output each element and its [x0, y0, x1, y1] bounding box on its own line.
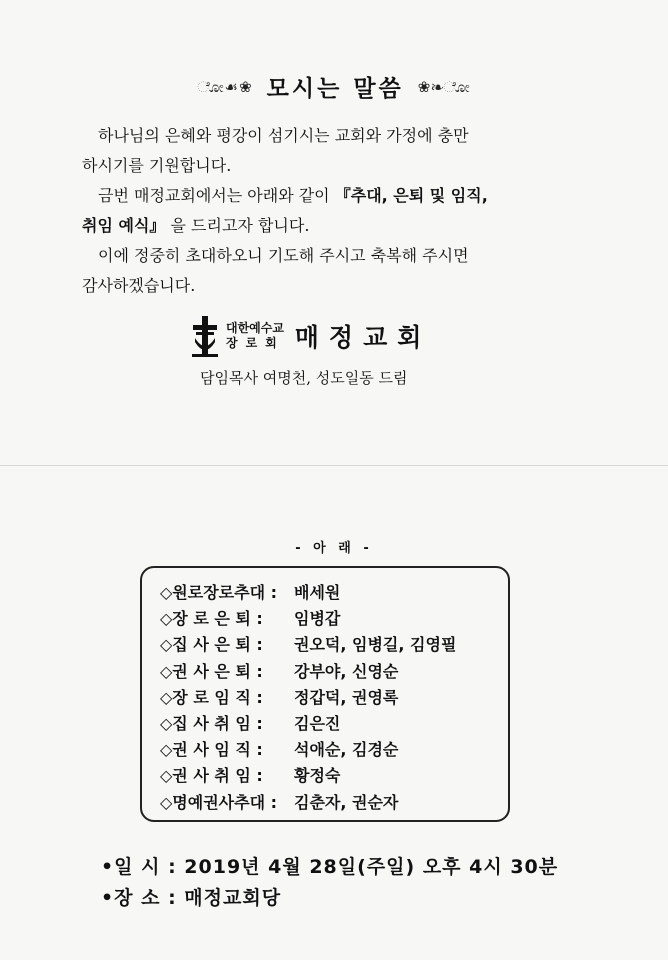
- ceremony-name-part1: 『추대, 은퇴 및 임직,: [334, 186, 488, 205]
- list-item: [160, 659, 508, 685]
- invitation-title: [0, 70, 668, 103]
- event-place: •장 소 : 매정교회당: [101, 887, 282, 909]
- list-item: [160, 606, 508, 632]
- body-line-6: 감사하겠습니다.: [82, 276, 196, 295]
- item-label: ◇장 로 임 직 :: [160, 687, 263, 707]
- item-label: ◇권 사 은 퇴 :: [160, 661, 263, 681]
- item-value: 김은진: [294, 714, 341, 734]
- item-label: ◇권 사 임 직 :: [160, 740, 263, 760]
- body-line-4: [82, 211, 582, 241]
- item-label: ◇명예권사추대 :: [160, 792, 278, 812]
- body-line-2: 하시기를 기원합니다.: [82, 156, 232, 175]
- invitation-body: [82, 121, 582, 301]
- item-value: 석애순, 김경순: [294, 740, 399, 760]
- item-value: 배세원: [294, 583, 341, 602]
- denomination-line-1: 대한예수교: [226, 321, 284, 335]
- list-item: [160, 763, 508, 789]
- list-item: [160, 711, 508, 737]
- church-name: 매정교회: [294, 323, 432, 352]
- details-heading: - 아 래 -: [295, 541, 373, 556]
- item-label: ◇권 사 취 임 :: [160, 766, 263, 786]
- item-label: ◇원로장로추대 :: [160, 583, 278, 602]
- fold-divider: [0, 465, 668, 466]
- item-value: 강부야, 신영순: [294, 661, 399, 681]
- ceremony-list: [140, 566, 510, 822]
- list-item: [160, 790, 508, 816]
- item-label: ◇집 사 은 퇴 :: [160, 635, 263, 655]
- list-item: [160, 580, 508, 606]
- ceremony-name-part2: 취임 예식』: [82, 216, 166, 235]
- body-line-4-suffix: 을 드리고자 합니다.: [170, 216, 310, 235]
- pastor-signature: 담임목사 여명천, 성도일동 드림: [200, 369, 408, 387]
- item-label: ◇장 로 은 퇴 :: [160, 609, 263, 629]
- title-text: 모시는 말씀: [266, 76, 404, 102]
- item-value: 권오덕, 임병길, 김영필: [294, 635, 457, 655]
- list-item: [160, 737, 508, 763]
- body-line-3-prefix: 금번 매정교회에서는 아래와 같이: [98, 186, 335, 205]
- item-value: 황정숙: [294, 766, 341, 786]
- event-datetime: •일 시 : 2019년 4월 28일(주일) 오후 4시 30분: [101, 856, 559, 878]
- body-line-3: [82, 181, 582, 211]
- item-value: 김춘자, 권순자: [294, 792, 399, 812]
- list-item: [160, 685, 508, 711]
- denomination: [226, 321, 285, 351]
- church-signature: [190, 314, 490, 358]
- ornament-right-icon: ❀❧ೋ: [417, 77, 471, 96]
- denomination-line-2: 장로회: [226, 336, 285, 350]
- item-value: 정갑덕, 권영록: [294, 687, 399, 707]
- body-line-1: 하나님의 은혜와 평강이 섬기시는 교회와 가정에 충만: [98, 126, 469, 145]
- item-label: ◇집 사 취 임 :: [160, 714, 263, 734]
- cross-logo-icon: [190, 314, 220, 358]
- item-value: 임병갑: [294, 609, 341, 629]
- list-item: [160, 632, 508, 658]
- ornament-left-icon: ೋ☙❀: [197, 77, 253, 96]
- body-line-5: 이에 정중히 초대하오니 기도해 주시고 축복해 주시면: [98, 246, 469, 265]
